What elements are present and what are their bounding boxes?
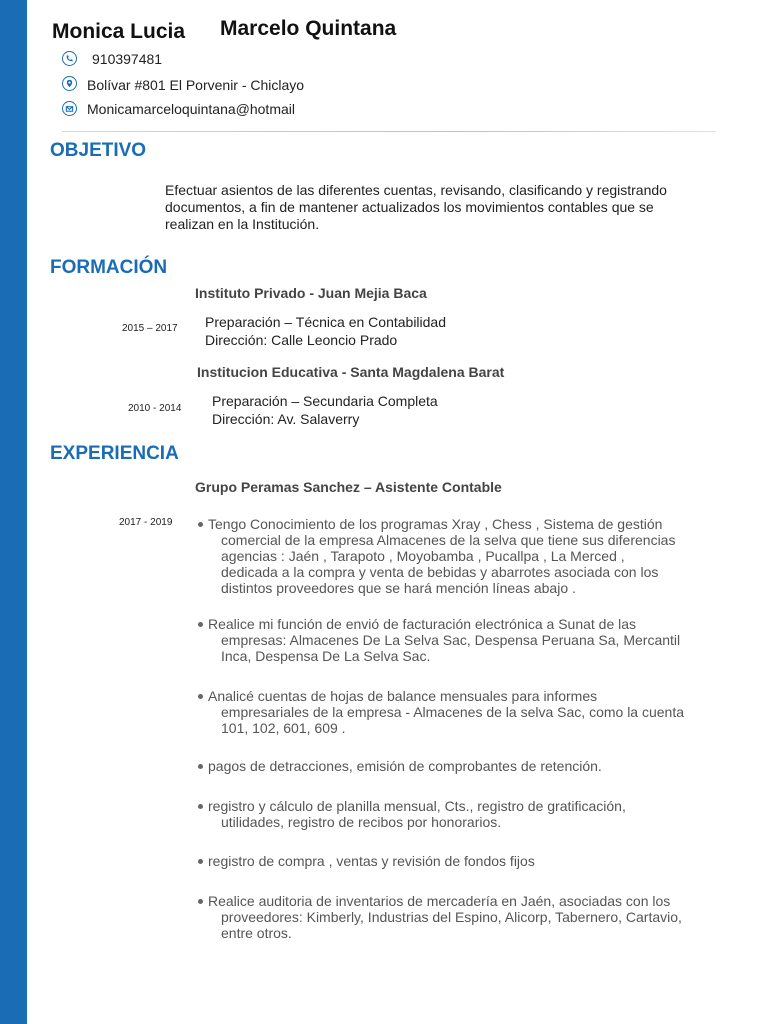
experience-bullet (198, 893, 682, 941)
bullet-line: proveedores: Kimberly, Industrias del Espino, Alicorp, Tabernero, Cartavio, (221, 909, 682, 925)
education-address: Dirección: Calle Leoncio Prado (205, 332, 398, 348)
bullet-dot (198, 522, 203, 527)
experience-bullet (198, 758, 602, 774)
experience-bullet (198, 853, 535, 869)
address: Bolívar #801 El Porvenir - Chiclayo (87, 77, 305, 93)
bullet-line: utilidades, registro de recibos por honorarios. (221, 814, 502, 830)
education-dates: 2010 - 2014 (128, 403, 182, 414)
education-program: Preparación – Técnica en Contabilidad (205, 314, 447, 330)
last-name: Marcelo Quintana (220, 17, 397, 40)
experience-bullet (198, 616, 680, 664)
bullet-line: empresariales de la empresa - Almacenes de la selva Sac, como la cuenta (221, 704, 685, 720)
bullet-line: Inca, Despensa De La Selva Sac. (221, 648, 431, 664)
objetivo-line: Efectuar asientos de las diferentes cuentas, revisando, clasificando y registrando (165, 182, 667, 198)
bullet-dot (198, 622, 203, 627)
bullet-dot (198, 899, 203, 904)
objetivo-text (165, 182, 705, 233)
bullet-line: dedicada a la compra y venta de bebidas y abarrotes asociada con los (221, 564, 659, 580)
bullet-dot (198, 694, 203, 699)
header-divider (62, 131, 716, 132)
email-address[interactable]: Monicamarceloquintana@hotmail (87, 101, 295, 117)
bullet-dot (198, 764, 203, 769)
phone-number: 910397481 (92, 51, 163, 67)
education-detail (212, 392, 438, 428)
bullet-dot (198, 804, 203, 809)
experience-bullet (198, 798, 626, 830)
experience-bullet (198, 688, 684, 736)
email-icon (62, 101, 77, 116)
section-title-experiencia: EXPERIENCIA (50, 443, 179, 464)
left-sidebar-bar (0, 0, 27, 1024)
institution-name: Instituto Privado - Juan Mejia Baca (195, 285, 427, 301)
first-name: Monica Lucia (52, 20, 186, 43)
location-pin-icon (62, 76, 77, 91)
objetivo-line: realizan en la Institución. (165, 216, 320, 232)
bullet-line: comercial de la empresa Almacenes de la selva que tiene sus diferencias (221, 532, 676, 548)
bullet-line: distintos proveedores que se hará mención líneas abajo . (221, 580, 576, 596)
experience-dates: 2017 - 2019 (119, 517, 173, 528)
bullet-line: Analicé cuentas de hojas de balance mensuales para informes (208, 688, 598, 704)
bullet-line: agencias : Jaén , Tarapoto , Moyobamba , Pucallpa , La Merced , (221, 548, 625, 564)
institution-name: Institucion Educativa - Santa Magdalena Barat (197, 364, 505, 380)
section-title-formacion: FORMACIÓN (50, 257, 168, 278)
bullet-line: pagos de detracciones, emisión de comprobantes de retención. (208, 758, 602, 774)
bullet-line: Tengo Conocimiento de los programas Xray , Chess , Sistema de gestión (208, 516, 663, 532)
bullet-line: registro de compra , ventas y revisión de fondos fijos (208, 853, 535, 869)
education-program: Preparación – Secundaria Completa (212, 393, 438, 409)
bullet-line: Realice auditoria de inventarios de mercadería en Jaén, asociadas con los (208, 893, 671, 909)
bullet-line: Realice mi función de envió de facturación electrónica a Sunat de las (208, 616, 637, 632)
objetivo-line: documentos, a fin de mantener actualizados los movimientos contables que se (165, 199, 654, 215)
job-title-company: Grupo Peramas Sanchez – Asistente Contable (195, 479, 502, 495)
experience-bullet (198, 516, 675, 596)
bullet-line: 101, 102, 601, 609 . (221, 720, 346, 736)
bullet-line: empresas: Almacenes De La Selva Sac, Despensa Peruana Sa, Mercantil (221, 632, 681, 648)
education-address: Dirección: Av. Salaverry (212, 411, 360, 427)
bullet-dot (198, 859, 203, 864)
education-detail (205, 313, 446, 349)
phone-icon (62, 51, 77, 66)
bullet-line: registro y cálculo de planilla mensual, Cts., registro de gratificación, (208, 798, 626, 814)
bullet-line: entre otros. (221, 925, 292, 941)
section-title-objetivo: OBJETIVO (50, 140, 147, 161)
education-dates: 2015 – 2017 (122, 323, 178, 334)
